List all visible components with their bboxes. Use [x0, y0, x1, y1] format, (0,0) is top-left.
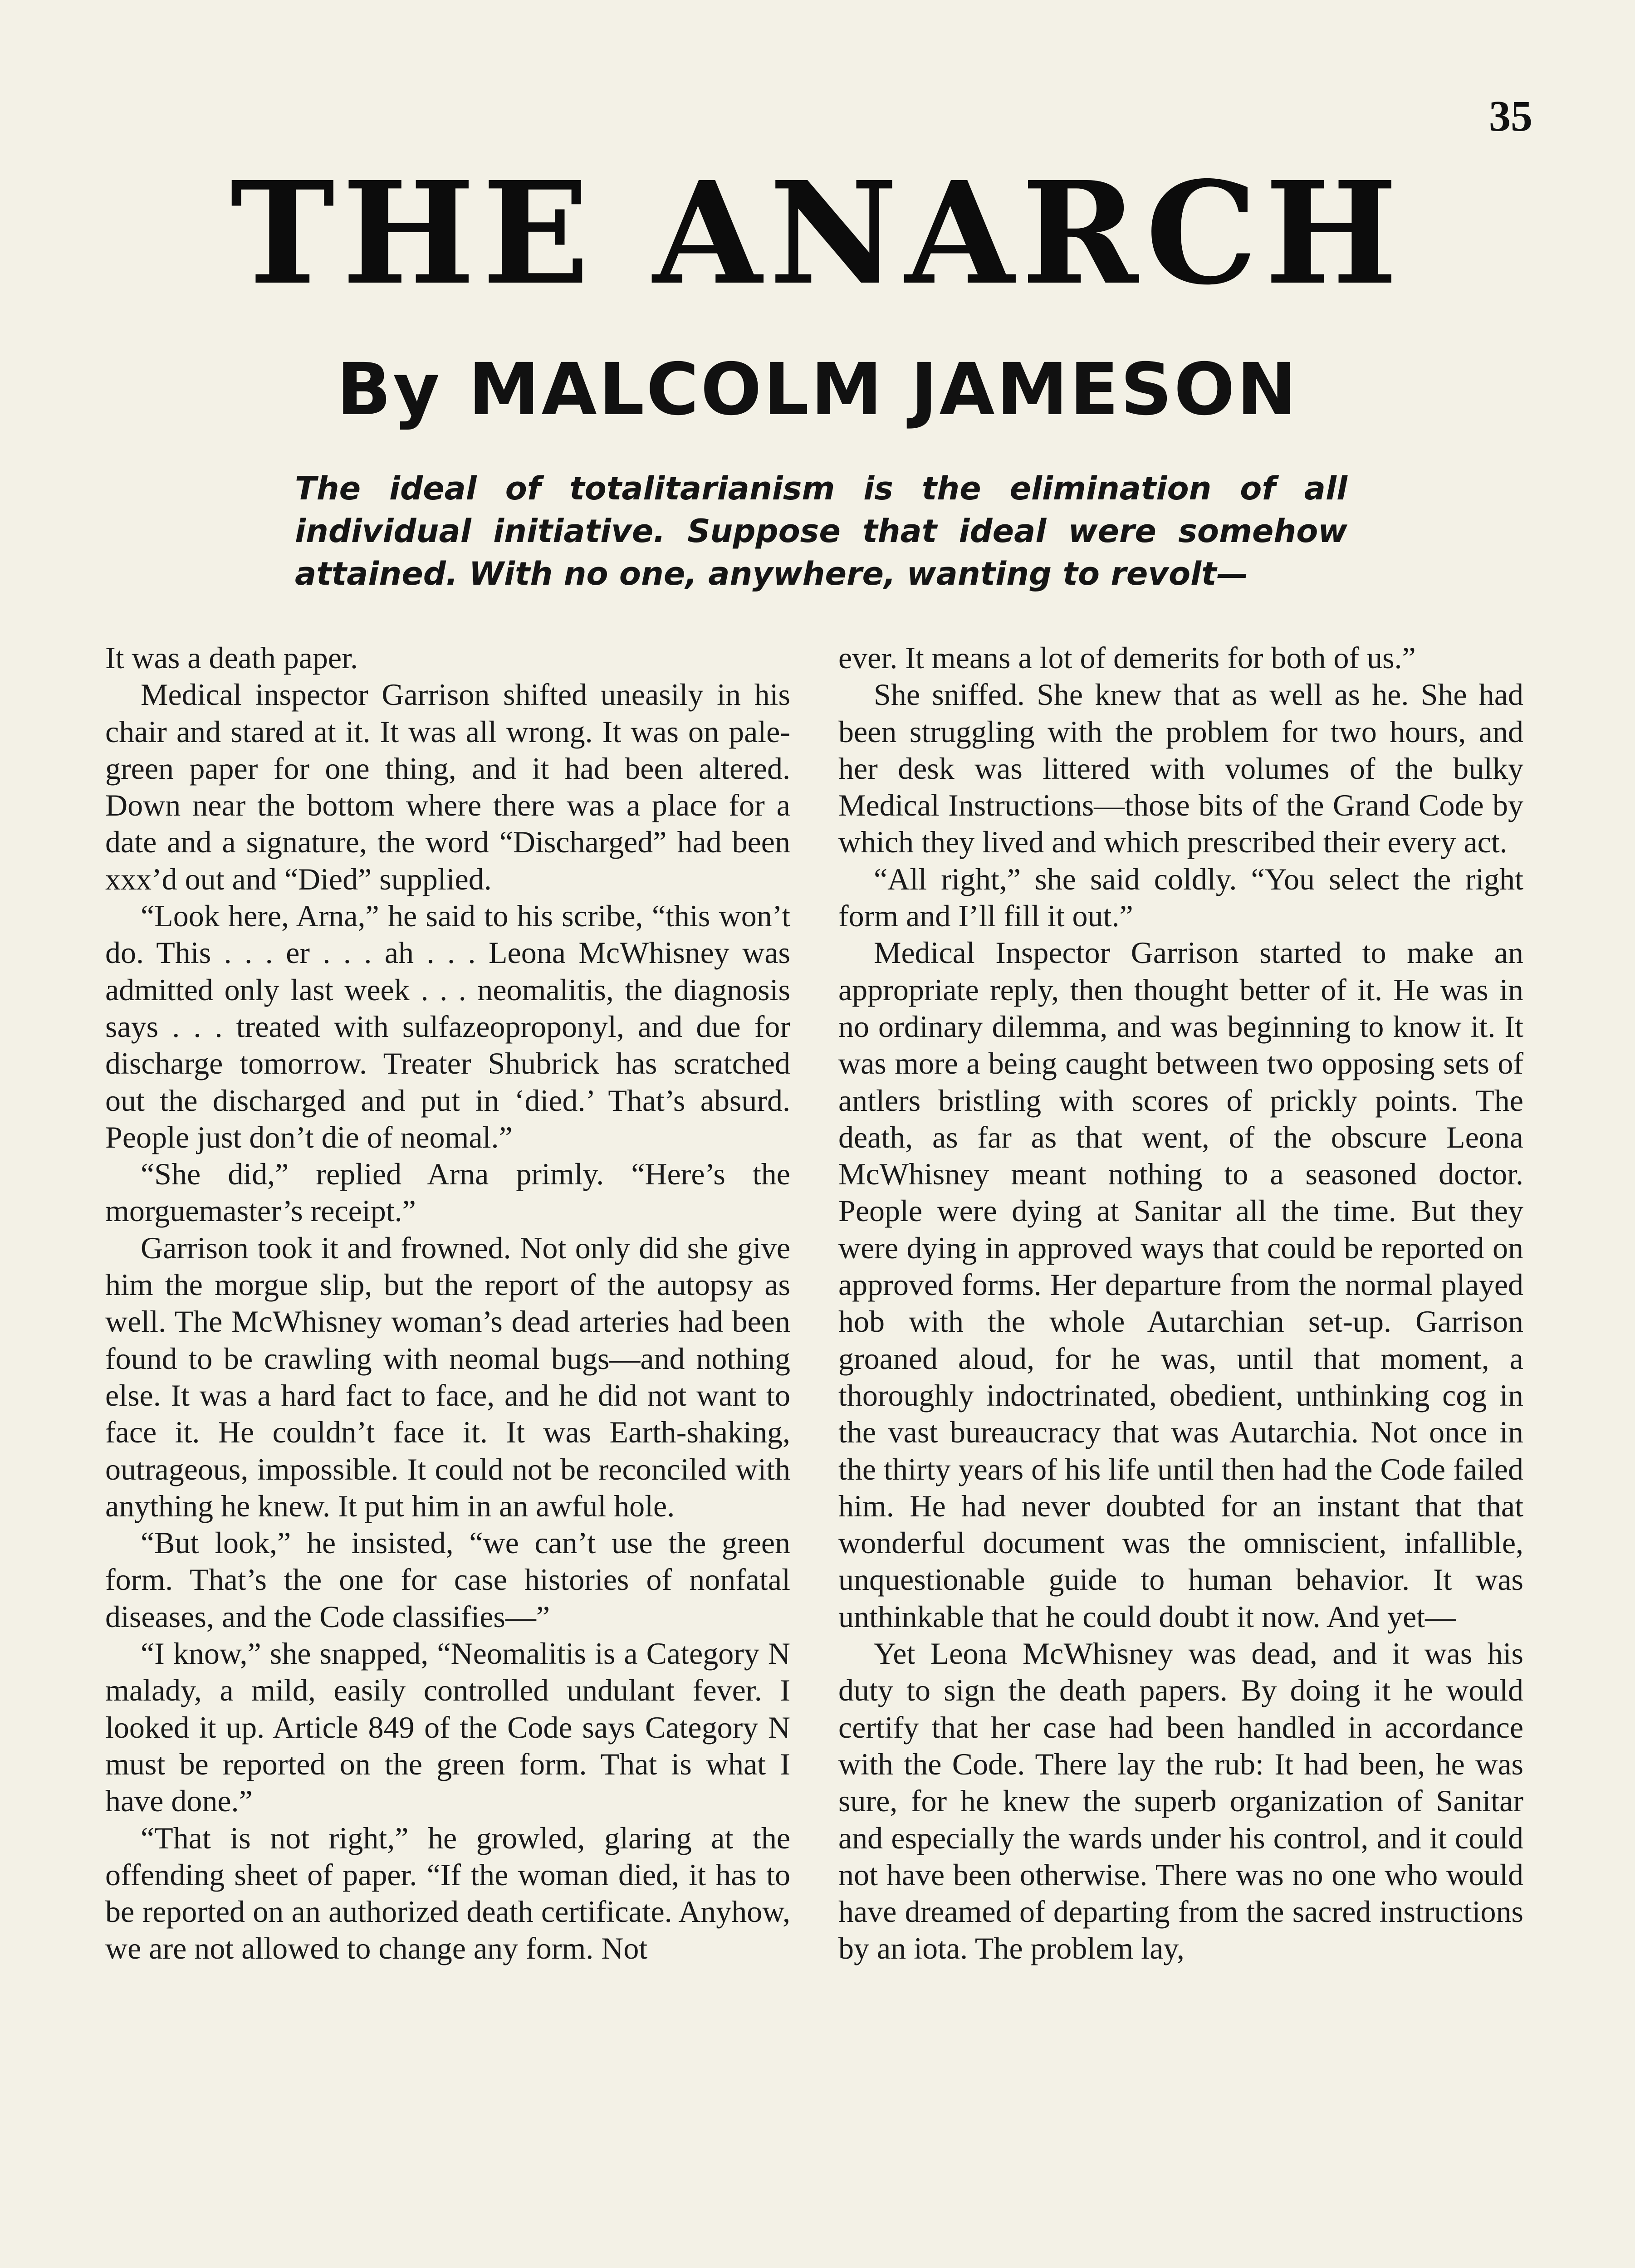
paragraph: Garrison took it and frowned. Not only did she give him the morgue slip, but the report of the autopsy as well. The McWhisney woman’s dead arteries had been found to be crawling with neomal bugs—and nothing else. It was a hard fact to face, and he did not want to face it. He couldn’t face it. It was Earth-shaking, outrageous, impossible. It could not be reconciled with anything he knew. It put him in an awful hole.: [105, 1230, 790, 1523]
story-blurb: The ideal of totalitarianism is the elimination of all individual initiative. Suppose that ideal were somehow attained. With no one, anywhere, wanting to revolt—: [295, 470, 1347, 592]
page-number: 35: [1489, 92, 1532, 140]
paragraph: Yet Leona McWhisney was dead, and it was his duty to sign the death papers. By doing it he would certify that her case had been handled in accordance with the Code. There lay the rub: It had been, he was sure, for he knew the superb organization of Sanitar and especially the wards under his control, and it could not have been otherwise. There was no one who would have dreamed of departing from the sacred instructions by an iota. The problem lay,: [838, 1636, 1523, 1966]
paragraph: Medical Inspector Garrison started to make an appropriate reply, then thought better of it. He was in no ordinary dilemma, and was beginning to know it. It was more a being caught between two opposing sets of antlers bristling with scores of prickly points. The death, as far as that went, of the obscure Leona McWhisney meant nothing to a seasoned doctor. People were dying at Sanitar all the time. But they were dying in approved ways that could be reported on approved forms. Her departure from the normal played hob with the whole Autarchian set-up. Garrison groaned aloud, for he was, until that moment, a thoroughly indoctrinated, obedient, unthinking cog in the vast bureaucracy that was Autarchia. Not once in the thirty years of his life until then had the Code failed him. He had never doubted for an instant that that wonderful document was the omniscient, infallible, unquestionable guide to human behavior. It was unthinkable that he could doubt it now. And yet—: [838, 935, 1523, 1634]
paragraph: ever. It means a lot of demerits for both of us.”: [838, 640, 1416, 675]
paragraph: “But look,” he insisted, “we can’t use the green form. That’s the one for case histories of nonfatal diseases, and the Code classifies—”: [105, 1525, 790, 1634]
paragraph: “That is not right,” he growled, glaring at the offending sheet of paper. “If the woman died, it has to be reported on an authorized death certificate. Anyhow, we are not allowed to change any form. Not: [105, 1820, 790, 1966]
paragraph: It was a death paper.: [105, 640, 358, 675]
left-column: [105, 640, 790, 1967]
paragraph: “She did,” replied Arna primly. “Here’s the morguemaster’s receipt.”: [105, 1157, 790, 1228]
paragraph: Medical inspector Garrison shifted uneasily in his chair and stared at it. It was all wrong. It was on pale-green paper for one thing, and it had been altered. Down near the bottom where there was a place for a date and a signature, the word “Discharged” had been xxx’d out and “Died” supplied.: [105, 677, 790, 896]
paragraph: She sniffed. She knew that as well as he. She had been struggling with the problem for two hours, and her desk was littered with volumes of the bulky Medical Instructions—those bits of the Grand Code by which they lived and which prescribed their every act.: [838, 677, 1523, 860]
paragraph: “I know,” she snapped, “Neomalitis is a Category N malady, a mild, easily controlled undulant fever. I looked it up. Article 849 of the Code says Category N must be reported on the green form. That is what I have done.”: [105, 1636, 790, 1818]
paragraph: “All right,” she said coldly. “You select the right form and I’ll fill it out.”: [838, 861, 1523, 934]
paragraph: “Look here, Arna,” he said to his scribe, “this won’t do. This . . . er . . . ah . . . Leona McWhisney was admitted only last week . . . neomalitis, the diagnosis says . . . treated with sulfazeoproponyl, and due for discharge tomorrow. Treater Shubrick has scratched out the discharged and put in ‘died.’ That’s absurd. People just don’t die of neomal.”: [105, 899, 790, 1154]
right-column: [838, 640, 1523, 1967]
story-title: THE ANARCH: [230, 151, 1405, 316]
author-byline: By MALCOLM JAMESON: [336, 348, 1299, 431]
